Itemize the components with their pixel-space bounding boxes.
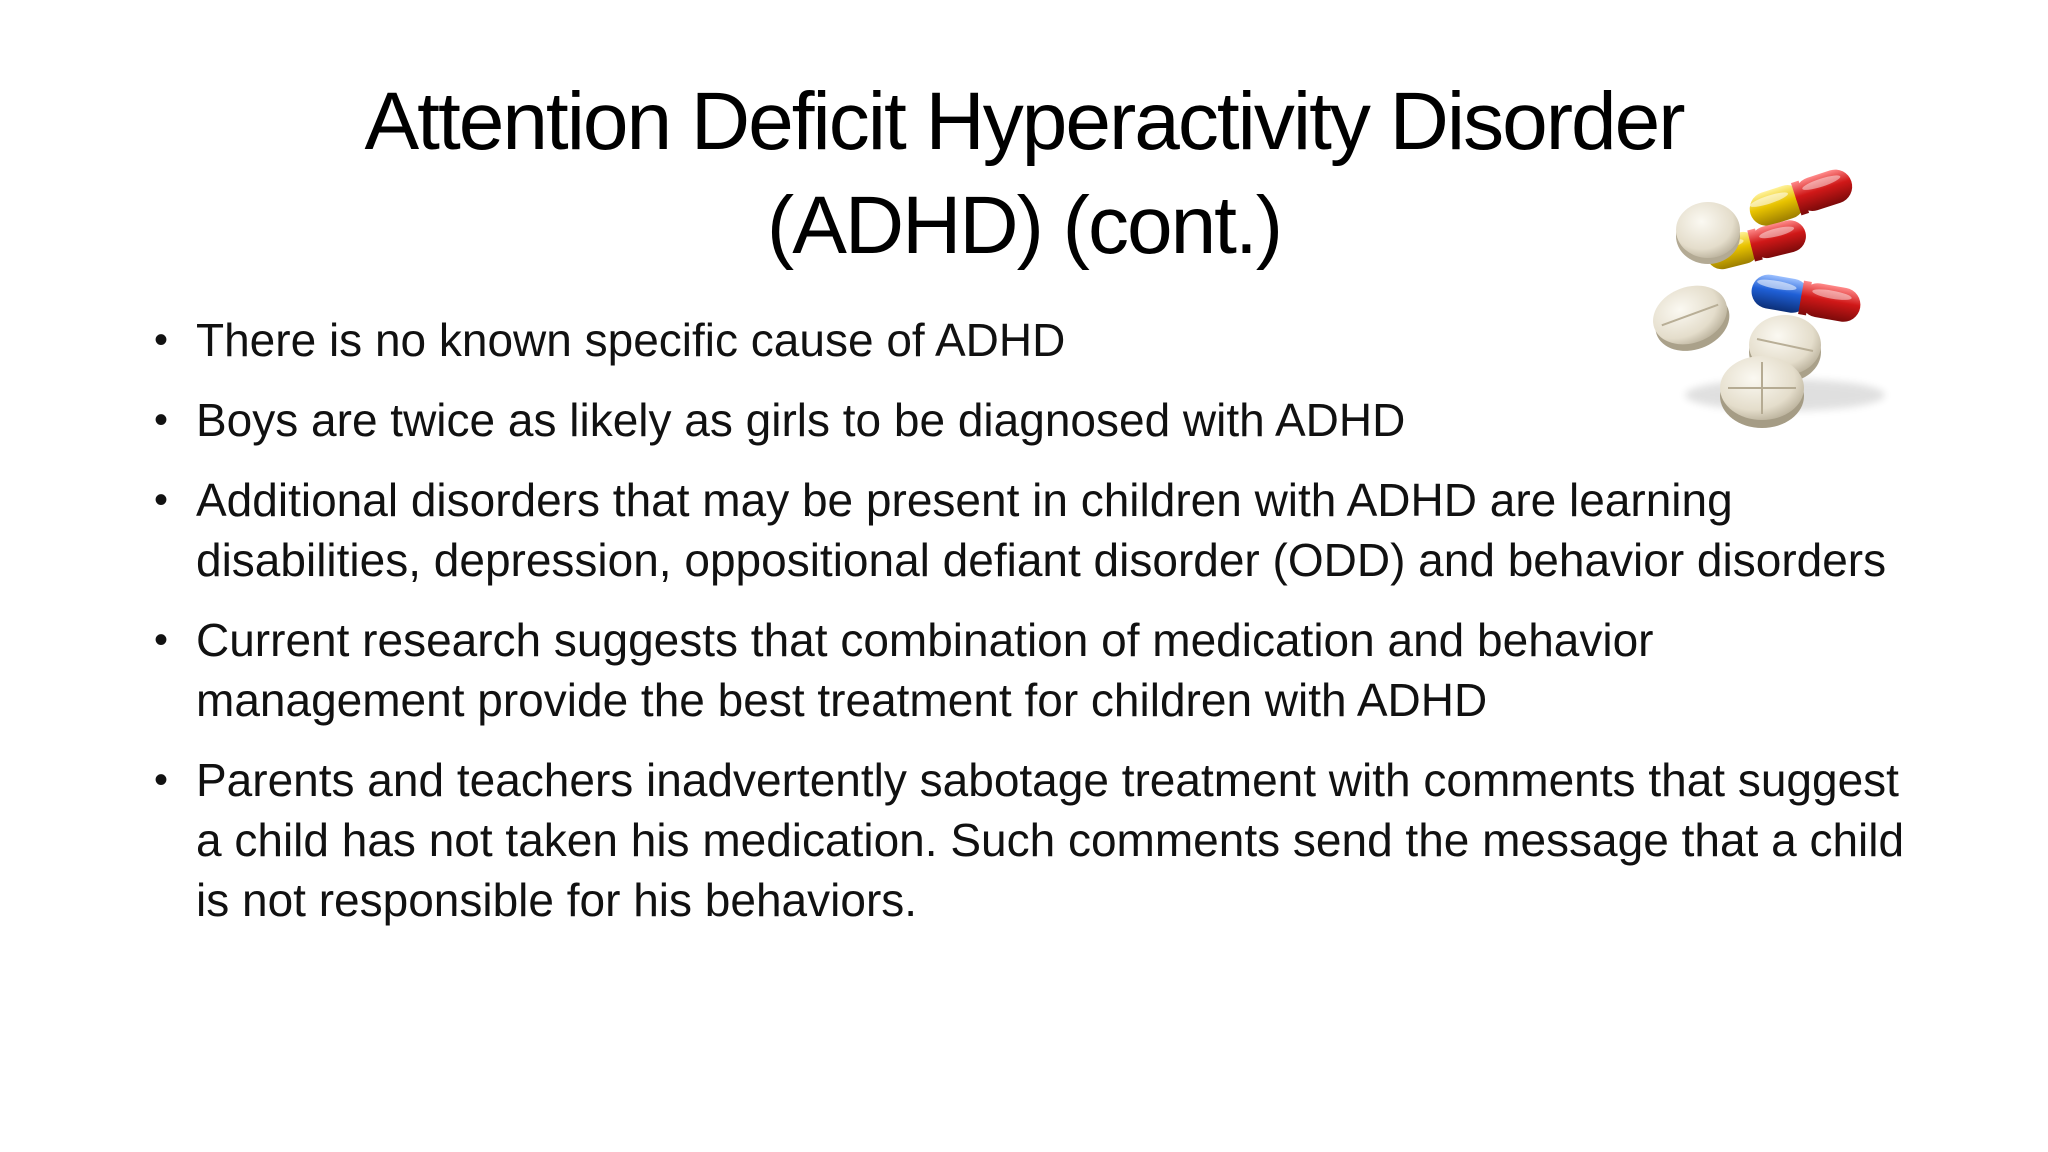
- bullet-text: Parents and teachers inadvertently sabotage treatment with comments that suggest a child has not taken his medication. Such comments send the message that a child is not responsible for his behaviors.: [196, 754, 1905, 926]
- bullet-icon: •: [154, 758, 169, 802]
- bullet-icon: •: [154, 618, 169, 662]
- list-item: [150, 610, 1910, 730]
- bullet-list: [150, 310, 1910, 950]
- bullet-icon: •: [154, 398, 169, 442]
- bullet-icon: •: [154, 318, 169, 362]
- bullet-icon: •: [154, 478, 169, 522]
- slide-title: [180, 70, 1868, 278]
- bullet-text: There is no known specific cause of ADHD: [196, 314, 1066, 366]
- bullet-text: Current research suggests that combination of medication and behavior management provide the best treatment for children with ADHD: [196, 614, 1654, 726]
- list-item: [150, 390, 1910, 450]
- list-item: [150, 310, 1910, 370]
- list-item: [150, 750, 1910, 930]
- bullet-text: Boys are twice as likely as girls to be diagnosed with ADHD: [196, 394, 1406, 446]
- list-item: [150, 470, 1910, 590]
- bullet-text: Additional disorders that may be present in children with ADHD are learning disabilities, depression, oppositional defiant disorder (ODD) and behavior disorders: [196, 474, 1887, 586]
- title-line-1: Attention Deficit Hyperactivity Disorder: [364, 76, 1684, 167]
- title-line-2: (ADHD) (cont.): [766, 180, 1282, 271]
